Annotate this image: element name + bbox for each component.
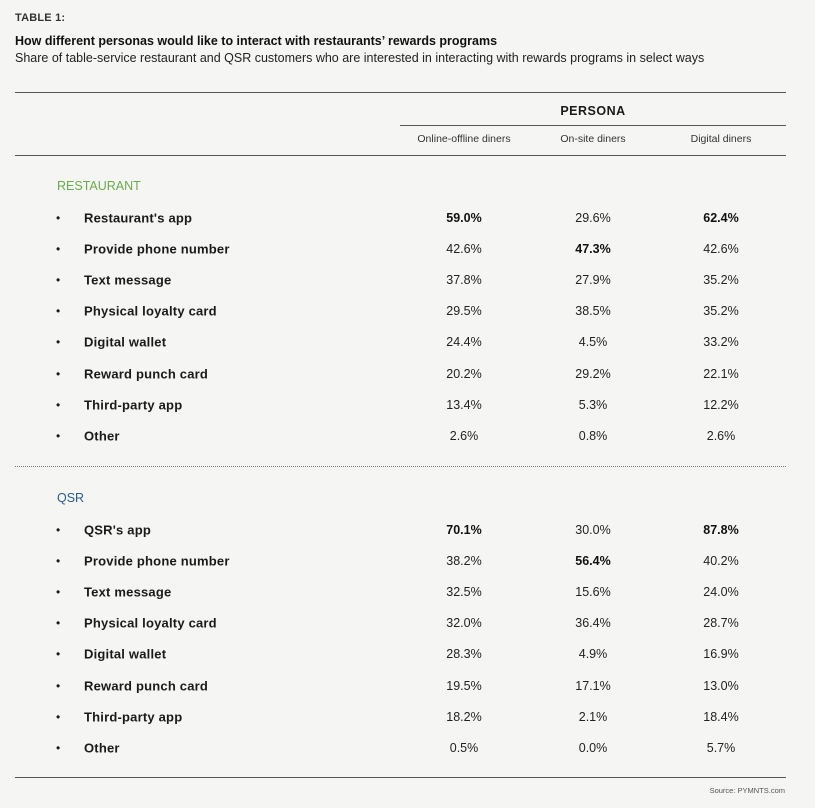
value-cell: 87.8% [703,523,739,537]
bullet-icon: • [56,678,61,693]
section-separator [15,466,786,467]
row-label: Digital wallet [84,646,167,662]
row-label: Reward punch card [84,366,209,381]
row-label: QSR's app [84,522,152,538]
table-subtitle: Share of table-service restaurant and QSR customers who are interested in interacting with rewards programs in select ways [15,51,705,65]
bullet-icon: • [56,585,61,600]
table-title: How different personas would like to interact with restaurants’ rewards programs [15,34,498,48]
bullet-icon: • [56,335,61,350]
value-cell: 19.5% [446,678,482,693]
value-cell: 18.4% [703,709,739,724]
bullet-icon: • [56,647,61,662]
value-cell: 36.4% [575,616,611,631]
value-cell: 40.2% [703,554,739,569]
top-rule [15,92,786,93]
row-label: Text message [84,584,172,600]
value-cell: 15.6% [575,585,611,600]
bullet-icon: • [56,554,61,569]
row-label: Physical loyalty card [84,615,217,631]
bullet-icon: • [56,428,61,443]
value-cell: 38.2% [446,554,482,569]
value-cell: 27.9% [575,273,611,288]
bullet-icon: • [56,397,61,412]
value-cell: 42.6% [446,242,482,257]
row-label: Third-party app [84,709,183,725]
row-label: Provide phone number [84,241,230,257]
value-cell: 2.6% [449,428,479,443]
value-cell: 70.1% [446,523,482,537]
value-cell: 0.8% [578,428,608,443]
value-cell: 2.6% [706,428,736,443]
bottom-rule [15,777,786,778]
value-cell: 62.4% [703,211,739,225]
value-cell: 12.2% [703,397,739,412]
header-bottom-rule [15,155,786,156]
row-label: Digital wallet [84,334,167,350]
value-cell: 2.1% [578,709,608,724]
value-cell: 24.4% [446,335,482,350]
bullet-icon: • [56,709,61,724]
section-label-restaurant: RESTAURANT [57,179,141,193]
section-label-qsr: QSR [57,491,85,505]
value-cell: 29.5% [446,304,482,319]
row-label: Provide phone number [84,553,230,569]
value-cell: 35.2% [703,273,739,288]
row-label: Reward punch card [84,678,209,693]
value-cell: 13.4% [446,397,482,412]
column-header-digital: Digital diners [690,133,752,145]
bullet-icon: • [56,211,61,225]
row-label: Physical loyalty card [84,303,217,319]
value-cell: 56.4% [575,554,611,569]
bullet-icon: • [56,523,61,537]
persona-header: PERSONA [560,104,626,118]
bullet-icon: • [56,740,61,755]
value-cell: 29.2% [575,366,611,381]
value-cell: 5.3% [578,397,608,412]
value-cell: 24.0% [703,585,739,600]
value-cell: 42.6% [703,242,739,257]
value-cell: 17.1% [575,678,611,693]
value-cell: 20.2% [446,366,482,381]
persona-rule [400,125,786,126]
row-label: Other [84,740,120,756]
source-note: Source: PYMNTS.com [709,786,785,795]
value-cell: 13.0% [703,678,739,693]
row-label: Text message [84,272,172,288]
bullet-icon: • [56,242,61,257]
value-cell: 32.5% [446,585,482,600]
table-label: TABLE 1: [15,12,66,24]
value-cell: 0.5% [449,740,479,755]
bullet-icon: • [56,304,61,319]
value-cell: 22.1% [703,366,739,381]
value-cell: 0.0% [578,740,608,755]
value-cell: 38.5% [575,304,611,319]
column-header-on-site: On-site diners [560,133,626,145]
value-cell: 4.5% [578,335,608,350]
value-cell: 47.3% [575,242,611,257]
value-cell: 18.2% [446,709,482,724]
value-cell: 16.9% [703,647,739,662]
value-cell: 33.2% [703,335,739,350]
value-cell: 32.0% [446,616,482,631]
value-cell: 37.8% [446,273,482,288]
value-cell: 5.7% [706,740,736,755]
column-header-online-offline: Online-offline diners [417,133,511,145]
value-cell: 28.7% [703,616,739,631]
row-label: Restaurant's app [84,210,193,226]
value-cell: 30.0% [575,523,611,537]
row-label: Third-party app [84,397,183,413]
bullet-icon: • [56,366,61,381]
bullet-icon: • [56,273,61,288]
value-cell: 29.6% [575,211,611,225]
value-cell: 28.3% [446,647,482,662]
row-label: Other [84,428,120,444]
value-cell: 59.0% [446,211,482,225]
value-cell: 35.2% [703,304,739,319]
value-cell: 4.9% [578,647,608,662]
bullet-icon: • [56,616,61,631]
